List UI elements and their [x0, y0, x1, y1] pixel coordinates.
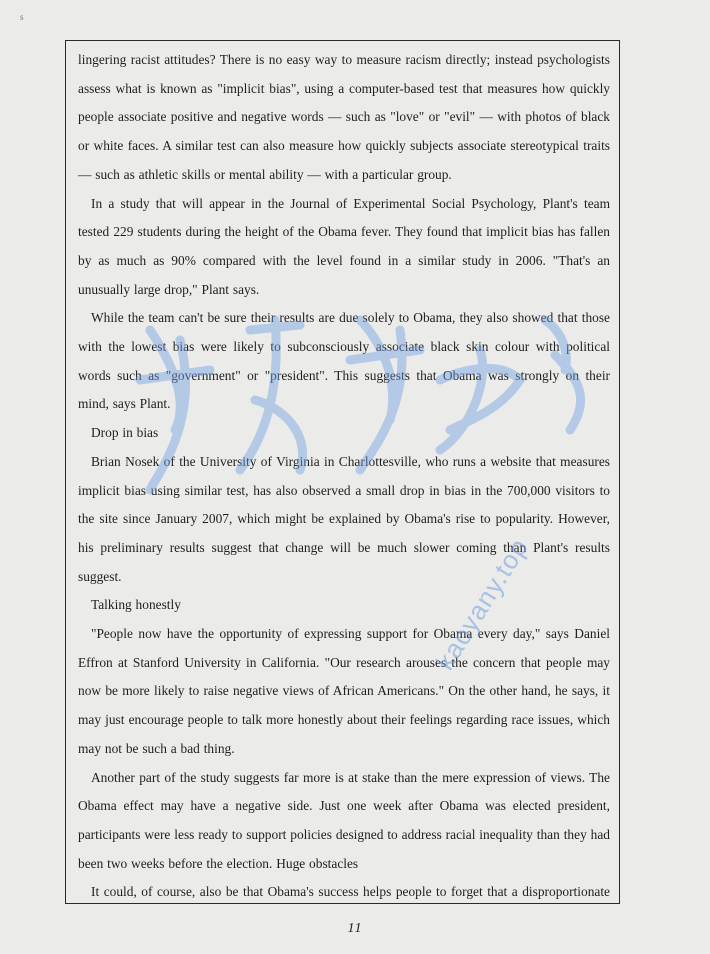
page-number: 11 — [347, 921, 363, 936]
section-heading-talking-honestly: Talking honestly — [91, 597, 181, 613]
paragraph-3: While the team can't be sure their results are due solely to Obama, they also showed that those with the lowest bias were likely to subconsciously associate black skin colour with political words such as "government" or "president". This suggests that Obama was strongly on their mind, says Plant. — [78, 310, 610, 412]
article-frame — [65, 40, 620, 904]
scan-corner-mark: s — [20, 12, 24, 22]
paragraph-6: Another part of the study suggests far more is at stake than the mere expression of views. The Obama effect may have a negative side. Just one week after Obama was elected president, participants were less ready to support policies designed to address racial inequality than they had been two weeks before the election. Huge obstacles — [78, 769, 610, 871]
section-heading-drop-in-bias: Drop in bias — [91, 425, 159, 441]
watermark-domain-text: kaoyany.top — [429, 532, 535, 676]
paragraph-4: Brian Nosek of the University of Virginia in Charlottesville, who runs a website that measures implicit bias using similar test, has also observed a small drop in bias in the 700,000 visitors to the site since January 2007, which might be explained by Obama's rise to popularity. However, his preliminary results suggest that change will be much slower coming than Plant's results suggest. — [78, 453, 610, 584]
paragraph-2: In a study that will appear in the Journal of Experimental Social Psychology, Plant's team tested 229 students during the height of the Obama fever. They found that implicit bias has fallen by as much as 90% compared with the level found in a similar study in 2006. "That's an unusually large drop," Plant says. — [78, 195, 610, 297]
paragraph-7: It could, of course, also be that Obama's success helps people to forget that a disproportionate — [91, 884, 610, 900]
paragraph-5: "People now have the opportunity of expressing support for Obama every day," says Daniel Effron at Stanford University in California. "Our research arouses the concern that people may now be more likely to raise negative views of African Americans." On the other hand, he says, it may just encourage people to talk more honestly about their feelings regarding race issues, which may not be such a bad thing. — [78, 626, 610, 756]
paragraph-1: lingering racist attitudes? There is no easy way to measure racism directly; instead psychologists assess what is known as "implicit bias", using a computer-based test that measures how quickly people associate positive and negative words — such as "love" or "evil" — with photos of black or white faces. A similar test can also measure how quickly subjects associate stereotypical traits — such as athletic skills or mental ability — with a particular group. — [78, 52, 610, 182]
